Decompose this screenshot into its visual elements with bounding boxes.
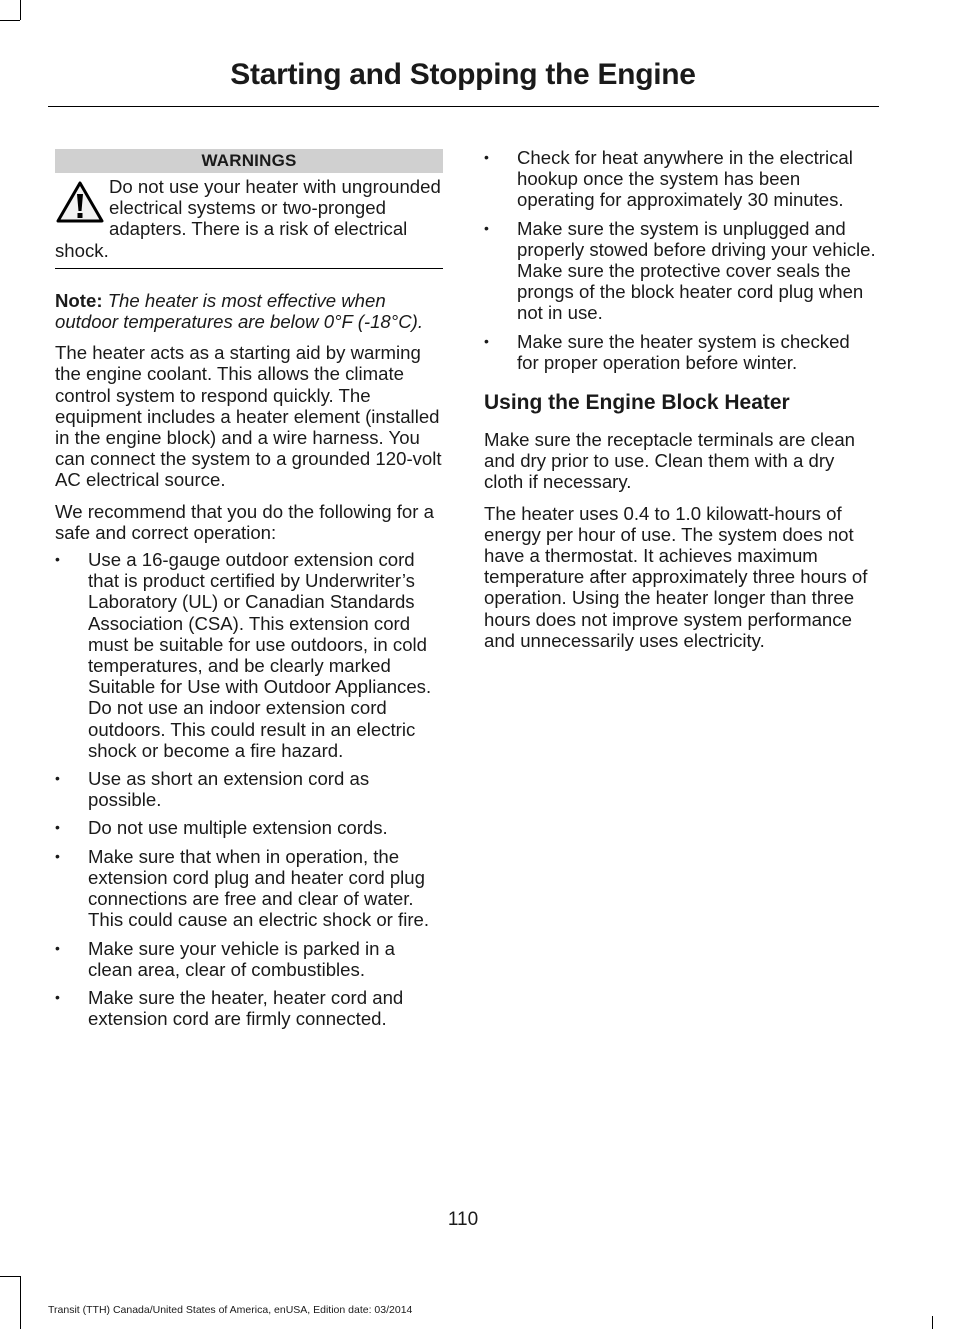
- warnings-text: Do not use your heater with ungrounded electrical systems or two-pronged adapters. There is a risk of electrical shock.: [55, 176, 441, 261]
- bullet-icon: •: [55, 551, 60, 568]
- list-item-text: Make sure the heater system is checked for proper operation before winter.: [517, 330, 850, 373]
- list-item-text: Check for heat anywhere in the electrical hookup once the system has been operating for approximately 30 minutes.: [517, 147, 853, 211]
- page-title: Starting and Stopping the Engine: [230, 58, 696, 91]
- crop-mark-bottom-left-h: [0, 1276, 20, 1277]
- footer-edition-info: Transit (TTH) Canada/United States of America, enUSA, Edition date: 03/2014: [48, 1304, 413, 1316]
- list-item-text: Make sure that when in operation, the extension cord plug and heater cord plug connections are free and clear of water. This could cause an electric shock or fire.: [88, 845, 430, 931]
- list-item: [55, 817, 443, 838]
- title-rule: [48, 106, 879, 107]
- right-bullet-list: [484, 147, 876, 373]
- crop-mark-top-left-h: [0, 20, 20, 21]
- bullet-icon: •: [484, 219, 489, 236]
- section-heading: Using the Engine Block Heater: [484, 391, 790, 415]
- list-item: [484, 331, 876, 373]
- paragraph: Make sure the receptacle terminals are clean and dry prior to use. Clean them with a dry cloth if necessary.: [484, 429, 856, 493]
- list-item-text: Make sure the system is unplugged and properly stowed before driving your vehicle. Make sure the protective cover seals the prongs of the block heater cord plug when not in use.: [517, 217, 876, 324]
- bullet-icon: •: [55, 988, 60, 1005]
- warnings-heading: WARNINGS: [55, 149, 443, 173]
- bullet-icon: •: [55, 847, 60, 864]
- list-item: [484, 218, 876, 324]
- note-label: Note:: [55, 289, 103, 311]
- list-item-text: Use as short an extension cord as possible.: [88, 768, 370, 811]
- list-item-text: Make sure your vehicle is parked in a clean area, clear of combustibles.: [88, 937, 395, 980]
- list-item: [55, 768, 443, 810]
- warning-triangle-icon: [55, 180, 105, 224]
- bullet-icon: •: [55, 819, 60, 836]
- bullet-icon: •: [484, 332, 489, 349]
- crop-mark-bottom-left-tick: [20, 1316, 21, 1329]
- list-item-text: Use a 16-gauge outdoor extension cord that is product certified by Underwriter’s Laboratory (UL) or Canadian Standards Association (CSA). This extension cord must be suitable for use outdoors, in cold temperatures, and be clearly marked Suitable for Use with Outdoor Appliances. Do not use an indoor extension cord outdoors. This could result in an electric shock or become a fire hazard.: [88, 549, 432, 761]
- bullet-icon: •: [55, 939, 60, 956]
- list-item-text: Make sure the heater, heater cord and extension cord are firmly connected.: [88, 986, 404, 1030]
- list-item: [55, 938, 443, 980]
- list-item: [55, 549, 443, 761]
- bullet-icon: •: [55, 770, 60, 787]
- note-text: The heater is most effective when outdoor temperatures are below 0°F (-18°C).: [55, 289, 423, 333]
- warnings-box: [55, 149, 443, 269]
- bullet-icon: •: [484, 149, 489, 165]
- paragraph: We recommend that you do the following for a safe and correct operation:: [55, 500, 434, 543]
- list-item: [484, 147, 876, 211]
- note: [55, 290, 443, 332]
- list-item: [55, 846, 443, 931]
- page-number: 110: [447, 1209, 479, 1230]
- paragraph: The heater uses 0.4 to 1.0 kilowatt-hours of energy per hour of use. The system does not have a thermostat. It achieves maximum temperature after approximately three hours of operation. Using the heater longer than three hours does not improve system performance and unnecessarily uses electricity.: [484, 502, 868, 651]
- left-bullet-list: [55, 549, 443, 1029]
- list-item: [55, 987, 443, 1029]
- paragraph: The heater acts as a starting aid by warming the engine coolant. This allows the climate control system to respond quickly. The equipment includes a heater element (installed in the engine block) and a wire harness. You can connect the system to a grounded 120-volt AC electrical source.: [55, 342, 442, 491]
- crop-mark-bottom-right-tick: [932, 1316, 933, 1329]
- left-column: [55, 149, 443, 1036]
- list-item-text: Do not use multiple extension cords.: [88, 817, 388, 839]
- right-column: [484, 147, 876, 661]
- crop-mark-top-left-v: [20, 0, 21, 20]
- warnings-body: [55, 173, 443, 269]
